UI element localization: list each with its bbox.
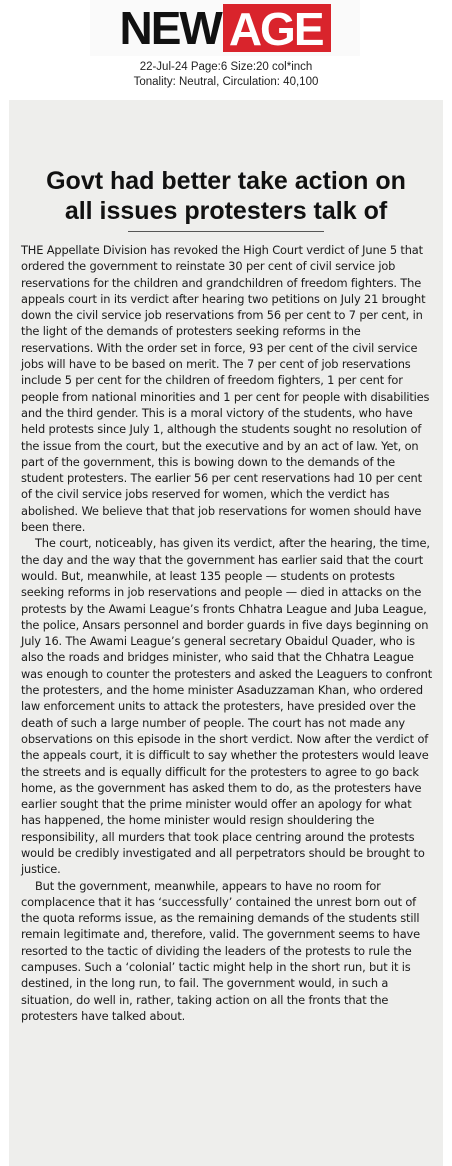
- article-headline: [9, 166, 443, 226]
- headline-line-2: all issues protesters talk of: [64, 197, 388, 225]
- tonality-info: Tonality: Neutral, Circulation: 40,100: [133, 76, 319, 88]
- article-body: [21, 242, 433, 1024]
- newspaper-logo: [90, 0, 360, 56]
- logo-age-text: AGE: [223, 4, 331, 52]
- headline-divider: [128, 231, 324, 232]
- article-paragraph-2: The court, noticeably, has given its verdict, after the hearing, the time, the day and the way that the government has earlier said that the court would. But, meanwhile, at least 135 people — students on protests seeking reforms in job reservations and people — died in attacks on the protests by the Awami League’s fronts Chhatra League and Juba League, the police, Ansars personnel and border guards in five days beginning on July 16. The Awami League’s general secretary Obaidul Quader, who is also the roads and bridges minister, who said that the Chhatra League was enough to counter the protesters and asked the Leaguers to confront the protesters, and the home minister Asaduzzaman Khan, who ordered law enforcement units to attack the protesters, have presided over the death of such a large number of people. The court has not made any observations on this episode in the short verdict. Now after the verdict of the appeals court, it is difficult to say whether the protesters would leave the streets and is equally difficult for the protesters to agree to go back home, as the government has asked them to do, as the protesters have earlier sought that the prime minister would offer an apology for what has happened, the home minister would resign shouldering the responsibility, all murders that took place centring around the protests would be credibly investigated and all perpetrators should be brought to justice.: [21, 536, 433, 877]
- article-paragraph-1: THE Appellate Division has revoked the High Court verdict of June 5 that ordered the government to reinstate 30 per cent of civil service job reservations for the children and grandchildren of freedom fighters. The appeals court in its verdict after hearing two petitions on July 21 brought down the civil service job reservations from 56 per cent to 7 per cent, in the light of the demands of protesters seeking reforms in the reservations. With the order set in force, 93 per cent of the civil service jobs will have to be based on merit. The 7 per cent of job reservations include 5 per cent for the children of freedom fighters, 1 per cent for people from national minorities and 1 per cent for people with disabilities and the third gender. This is a moral victory of the students, who have held protests since July 1, although the students sought no resolution of the issue from the court, but the executive and by an act of law. Yet, on part of the government, this is bowing down to the demands of the student protesters. The earlier 56 per cent reservations had 10 per cent of the civil service jobs reserved for women, which the verdict has abolished. We believe that that job reservations for women should have been there.: [21, 243, 430, 535]
- article-paragraph-3: But the government, meanwhile, appears to have no room for complacence that it has ‘successfully’ contained the unrest born out of the quota reforms issue, as the remaining demands of the students still remain legitimate and, therefore, valid. The government seems to have resorted to the tactic of dividing the leaders of the protests to rule the campuses. Such a ‘colonial’ tactic might help in the short run, but it is destined, in the long run, to fail. The government would, in such a situation, do well in, rather, taking action on all the fronts that the protesters have talked about.: [21, 878, 421, 1023]
- logo-new-text: NEW: [119, 2, 221, 54]
- masthead: [90, 0, 360, 56]
- headline-line-1: Govt had better take action on: [46, 167, 406, 195]
- clip-info: 22-Jul-24 Page:6 Size:20 col*inch: [139, 61, 313, 73]
